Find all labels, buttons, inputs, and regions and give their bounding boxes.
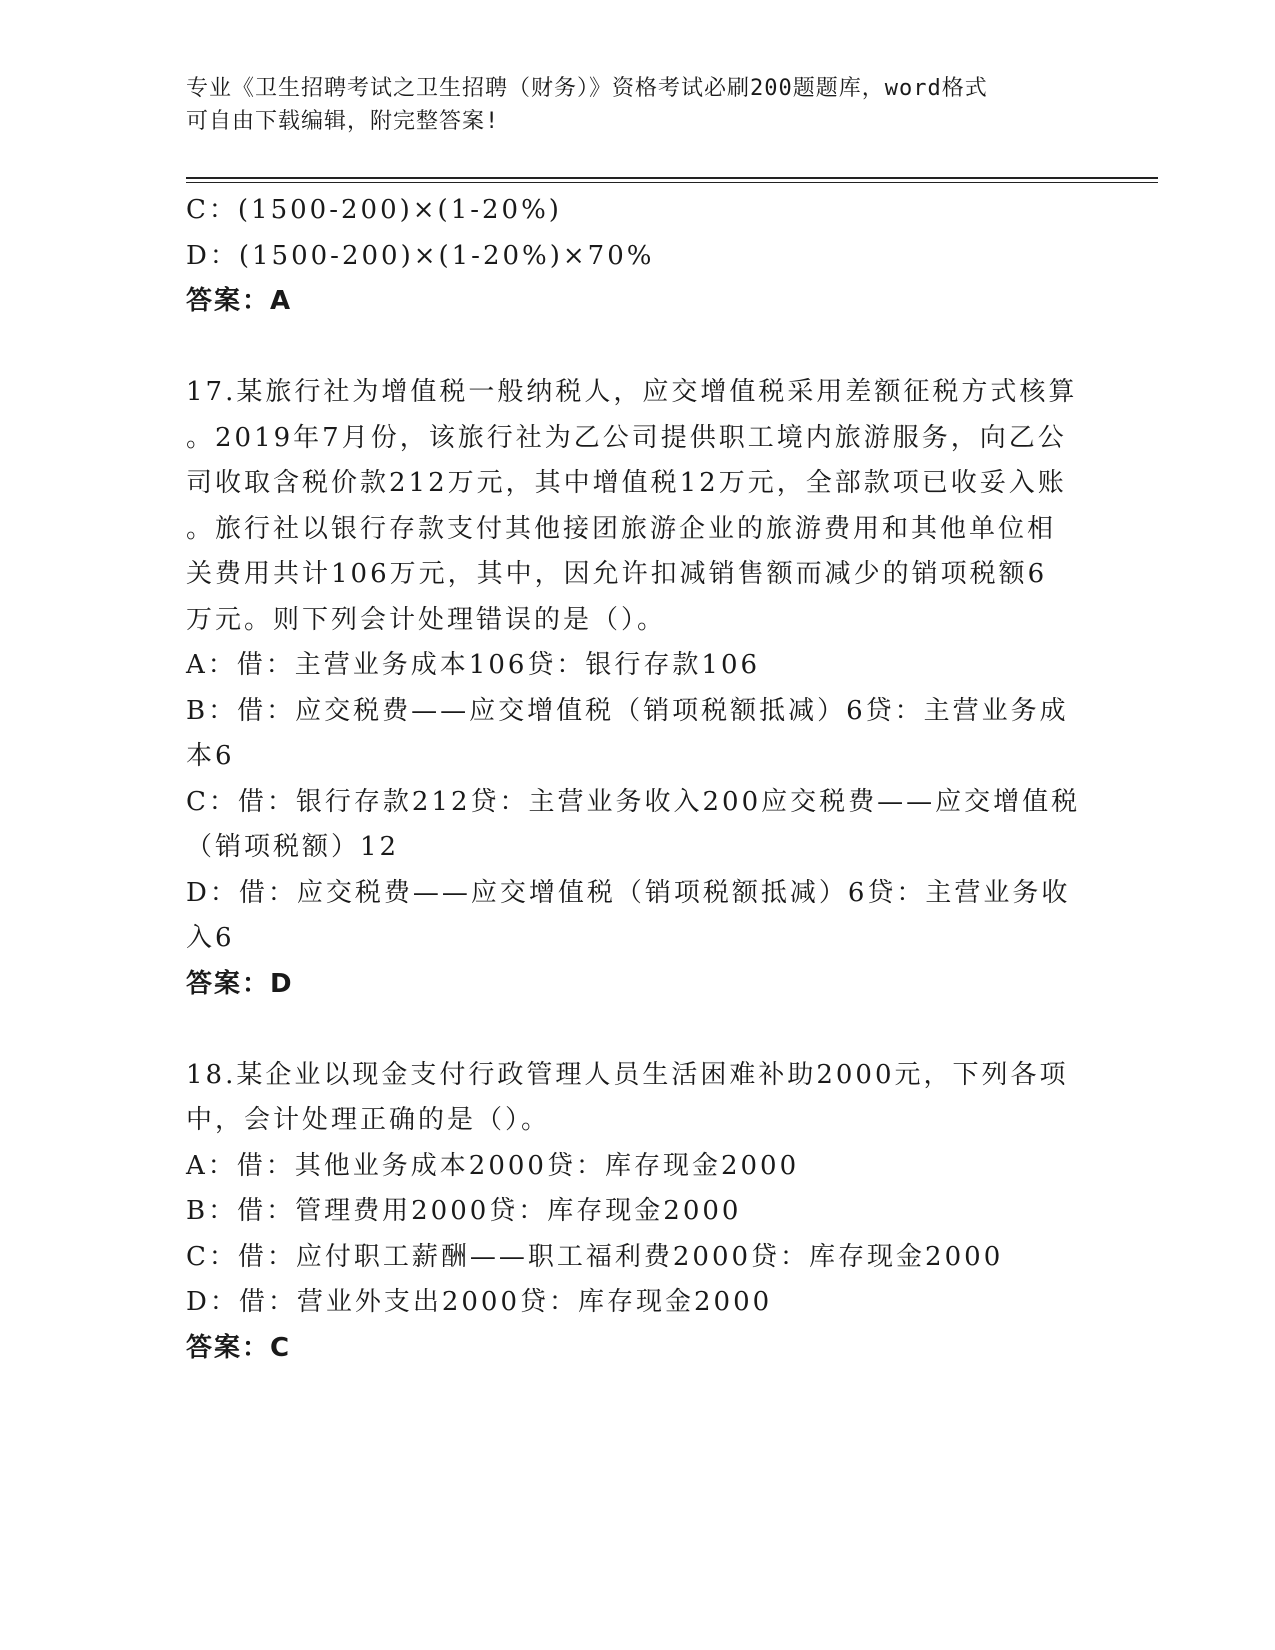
q17-option-a: A：借：主营业务成本106贷：银行存款106 [186,650,761,680]
document-body [186,188,1086,1371]
spacer [186,1007,1086,1053]
q18-option-b: B：借：管理费用2000贷：库存现金2000 [186,1196,742,1226]
header-line-2: 可自由下载编辑，附完整答案! [186,109,500,134]
page-header [186,72,1066,138]
q18-option-d: D：借：营业外支出2000贷：库存现金2000 [186,1287,773,1317]
q17-stem-line: 司收取含税价款212万元，其中增值税12万元，全部款项已收妥入账 [186,468,1067,498]
q17-option-c: C：借：银行存款212贷：主营业务收入200应交税费——应交增值税 [186,786,1081,817]
q18-stem-line: 18.某企业以现金支付行政管理人员生活困难补助2000元，下列各项 [186,1059,1069,1090]
q17-stem-line: 关费用共计106万元，其中，因允许扣减销售额而减少的销项税额6 [186,559,1048,589]
prev-option-c: C：(1500-200)×(1-20%) [186,195,562,225]
q18-stem-line: 中，会计处理正确的是（）。 [186,1105,551,1135]
q17-answer: 答案：D [186,968,294,999]
q17-option-d-cont: 入6 [186,923,235,953]
q17-option-b: B：借：应交税费——应交增值税（销项税额抵减）6贷：主营业务成 [186,695,1069,726]
q17-stem-line: 。2019年7月份，该旅行社为乙公司提供职工境内旅游服务，向乙公 [186,422,1067,453]
q17-option-d: D：借：应交税费——应交增值税（销项税额抵减）6贷：主营业务收 [186,877,1071,908]
prev-answer: 答案：A [186,286,293,316]
q17-stem-line: 17.某旅行社为增值税一般纳税人，应交增值税采用差额征税方式核算 [186,377,1078,407]
prev-option-d: D：(1500-200)×(1-20%)×70% [186,240,655,271]
q18-option-c: C：借：应付职工薪酬——职工福利费2000贷：库存现金2000 [186,1241,1004,1272]
spacer [186,325,1086,371]
q17-stem-line: 万元。则下列会计处理错误的是（）。 [186,604,667,635]
header-line-1: 专业《卫生招聘考试之卫生招聘（财务）》资格考试必刷200题题库，word格式 [186,76,988,101]
header-rule-thin [186,182,1158,183]
q17-stem-line: 。旅行社以银行存款支付其他接团旅游企业的旅游费用和其他单位相 [186,513,1057,544]
q17-option-c-cont: （销项税额）12 [186,832,400,862]
q18-option-a: A：借：其他业务成本2000贷：库存现金2000 [186,1150,800,1181]
q17-option-b-cont: 本6 [186,741,235,771]
header-rule-thick [186,177,1158,179]
q18-answer: 答案：C [186,1332,292,1363]
